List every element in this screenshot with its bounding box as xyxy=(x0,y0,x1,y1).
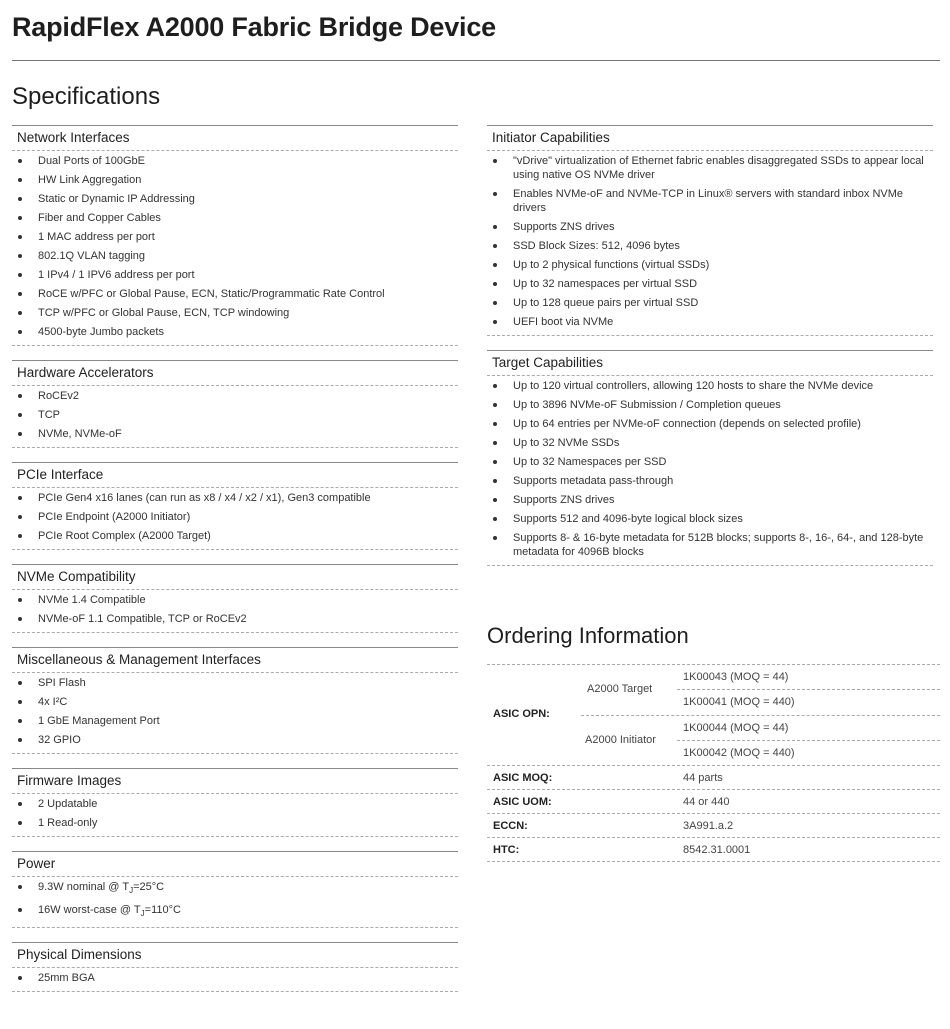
section-gap xyxy=(12,346,458,360)
ordering-label: ASIC UOM: xyxy=(493,796,552,808)
spec-list-item: 1 MAC address per port xyxy=(12,227,458,246)
section-gap xyxy=(12,448,458,462)
spec-list-item: Supports 512 and 4096-byte logical block sizes xyxy=(487,509,933,528)
section-title: Miscellaneous & Management Interfaces xyxy=(12,648,458,673)
spec-list xyxy=(12,968,458,992)
spec-list xyxy=(12,386,458,448)
spec-list-item: "vDrive" virtualization of Ethernet fabric enables disaggregated SSDs to appear local using native OS NVMe driver xyxy=(487,151,933,184)
section-title: Target Capabilities xyxy=(487,351,933,376)
spec-list-item: Static or Dynamic IP Addressing xyxy=(12,189,458,208)
spec-list xyxy=(12,488,458,550)
section-title: Power xyxy=(12,852,458,877)
spec-list xyxy=(12,673,458,754)
spec-list-item: Up to 32 namespaces per virtual SSD xyxy=(487,274,933,293)
spec-list-item: TCP xyxy=(12,405,458,424)
spec-list-item: Up to 120 virtual controllers, allowing 120 hosts to share the NVMe device xyxy=(487,376,933,395)
spec-list-item: 9.3W nominal @ $T_J=25^\circ C$ xyxy=(12,877,458,900)
spec-list-item: 25mm BGA xyxy=(12,968,458,987)
spec-list-item: RoCE w/PFC or Global Pause, ECN, Static/Programmatic Rate Control xyxy=(12,284,458,303)
spec-list-item: 2 Updatable xyxy=(12,794,458,813)
section-title: Firmware Images xyxy=(12,769,458,794)
section-pcie-interface xyxy=(12,462,458,550)
spec-list-item: PCIe Gen4 x16 lanes (can run as x8 / x4 / x2 / x1), Gen3 compatible xyxy=(12,488,458,507)
spec-list xyxy=(12,151,458,346)
specifications-heading: Specifications xyxy=(12,83,161,110)
spec-list-item: 4x I²C xyxy=(12,692,458,711)
a2000-target-label: A2000 Target xyxy=(587,683,653,695)
spec-list-item: PCIe Root Complex (A2000 Target) xyxy=(12,526,458,545)
spec-list-item: 1 IPv4 / 1 IPV6 address per port xyxy=(12,265,458,284)
initiator-part-1: 1K00044 (MOQ = 44) xyxy=(683,722,789,734)
section-gap xyxy=(12,550,458,564)
page-title: RapidFlex A2000 Fabric Bridge Device xyxy=(12,12,496,42)
ordering-row xyxy=(487,765,940,789)
spec-list-item: Up to 32 Namespaces per SSD xyxy=(487,452,933,471)
spec-list-item: Enables NVMe-oF and NVMe-TCP in Linux® servers with standard inbox NVMe drivers xyxy=(487,184,933,217)
spec-list-item: Supports ZNS drives xyxy=(487,217,933,236)
section-title: Hardware Accelerators xyxy=(12,361,458,386)
spec-list-item: NVMe, NVMe-oF xyxy=(12,424,458,443)
section-title: Network Interfaces xyxy=(12,126,458,151)
spec-list-item: Fiber and Copper Cables xyxy=(12,208,458,227)
section-gap xyxy=(12,928,458,942)
spec-list-item: Supports ZNS drives xyxy=(487,490,933,509)
section-network-interfaces xyxy=(12,125,458,346)
section-gap xyxy=(12,837,458,851)
section-target-capabilities xyxy=(487,350,933,566)
section-gap xyxy=(487,336,933,350)
spec-list xyxy=(12,794,458,837)
a2000-initiator-label: A2000 Initiator xyxy=(585,734,656,746)
spec-list-item: SPI Flash xyxy=(12,673,458,692)
ordering-label: HTC: xyxy=(493,844,520,856)
ordering-value: 44 parts xyxy=(683,772,723,784)
ordering-label: ECCN: xyxy=(493,820,528,832)
section-gap xyxy=(12,633,458,647)
spec-list-item: 1 Read-only xyxy=(12,813,458,832)
spec-list-item: TCP w/PFC or Global Pause, ECN, TCP windowing xyxy=(12,303,458,322)
spec-list-item: Up to 2 physical functions (virtual SSDs) xyxy=(487,255,933,274)
spec-list-item: UEFI boot via NVMe xyxy=(487,312,933,331)
spec-list-item: Up to 32 NVMe SSDs xyxy=(487,433,933,452)
section-hardware-accelerators xyxy=(12,360,458,448)
asic-opn-label: ASIC OPN: xyxy=(493,708,550,720)
spec-list-item: NVMe 1.4 Compatible xyxy=(12,590,458,609)
spec-list-item: 32 GPIO xyxy=(12,730,458,749)
ordering-label: ASIC MOQ: xyxy=(493,772,553,784)
spec-list xyxy=(487,376,933,566)
ordering-value: 8542.31.0001 xyxy=(683,844,751,856)
junction-subscript: J xyxy=(129,885,134,895)
section-power xyxy=(12,851,458,928)
section-physical-dimensions xyxy=(12,942,458,992)
spec-list-item: Supports 8- & 16-byte metadata for 512B blocks; supports 8-, 16-, 64-, and 128-byte metadata for 4096B blocks xyxy=(487,528,933,561)
ordering-row xyxy=(487,789,940,813)
initiator-part-2: 1K00042 (MOQ = 440) xyxy=(683,747,795,759)
spec-list-item: NVMe-oF 1.1 Compatible, TCP or RoCEv2 xyxy=(12,609,458,628)
spec-list-item: 4500-byte Jumbo packets xyxy=(12,322,458,341)
section-gap xyxy=(12,754,458,768)
spec-list-item: Dual Ports of 100GbE xyxy=(12,151,458,170)
spec-list-item: 802.1Q VLAN tagging xyxy=(12,246,458,265)
spec-list-item: RoCEv2 xyxy=(12,386,458,405)
ordering-value: 44 or 440 xyxy=(683,796,730,808)
spec-list-item: 16W worst-case @ $T_J=110^\circ C$ xyxy=(12,900,458,923)
spec-list xyxy=(487,151,933,336)
section-title: Physical Dimensions xyxy=(12,943,458,968)
left-spec-column xyxy=(12,125,458,992)
section-title: Initiator Capabilities xyxy=(487,126,933,151)
spec-list-item: Up to 128 queue pairs per virtual SSD xyxy=(487,293,933,312)
target-part-1: 1K00043 (MOQ = 44) xyxy=(683,671,789,683)
section-miscellaneous-management-interfaces xyxy=(12,647,458,754)
junction-subscript: J xyxy=(140,908,145,918)
target-part-2: 1K00041 (MOQ = 440) xyxy=(683,696,795,708)
section-nvme-compatibility xyxy=(12,564,458,633)
spec-list xyxy=(12,877,458,928)
spec-list-item: 1 GbE Management Port xyxy=(12,711,458,730)
ordering-row xyxy=(487,837,940,861)
section-title: NVMe Compatibility xyxy=(12,565,458,590)
spec-list xyxy=(12,590,458,633)
ordering-value: 3A991.a.2 xyxy=(683,820,734,832)
spec-list-item: PCIe Endpoint (A2000 Initiator) xyxy=(12,507,458,526)
section-firmware-images xyxy=(12,768,458,837)
spec-list-item: Supports metadata pass-through xyxy=(487,471,933,490)
spec-list-item: Up to 64 entries per NVMe-oF connection (depends on selected profile) xyxy=(487,414,933,433)
title-divider xyxy=(12,60,940,61)
ordering-end-divider xyxy=(487,861,940,862)
section-initiator-capabilities xyxy=(487,125,933,336)
spec-list-item: HW Link Aggregation xyxy=(12,170,458,189)
right-spec-column xyxy=(487,125,933,566)
spec-list-item: SSD Block Sizes: 512, 4096 bytes xyxy=(487,236,933,255)
ordering-heading: Ordering Information xyxy=(487,623,689,648)
spec-list-item: Up to 3896 NVMe-oF Submission / Completion queues xyxy=(487,395,933,414)
ordering-row xyxy=(487,813,940,837)
section-title: PCIe Interface xyxy=(12,463,458,488)
